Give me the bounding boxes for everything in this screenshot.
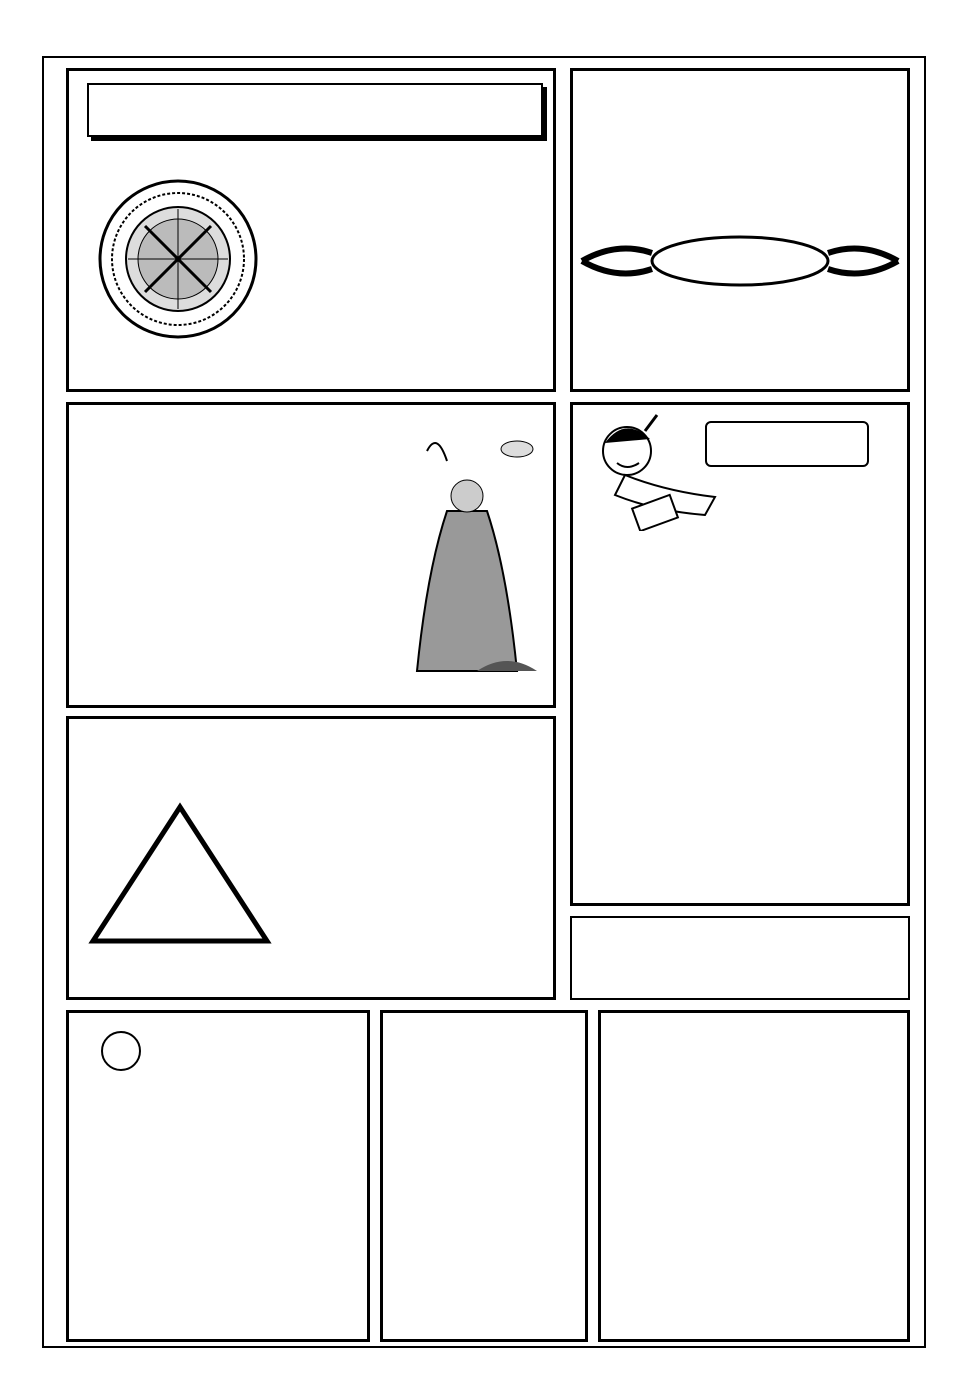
shensuan-panel bbox=[66, 716, 556, 1000]
humor-title bbox=[705, 421, 869, 467]
laurel-icon bbox=[577, 231, 903, 291]
poem-banner bbox=[577, 231, 903, 291]
triangle-icon bbox=[85, 799, 275, 949]
newspaper-title bbox=[390, 14, 590, 54]
special-number bbox=[101, 1031, 141, 1071]
special-panel bbox=[66, 1010, 370, 1342]
huang-columns bbox=[105, 475, 435, 695]
right-border-strip bbox=[924, 60, 954, 1340]
xuanji-panel bbox=[380, 1010, 588, 1342]
huang-panel bbox=[66, 402, 556, 708]
humor-panel bbox=[570, 402, 910, 906]
special-title bbox=[85, 1031, 141, 1071]
forecast-panel bbox=[570, 68, 910, 392]
guide-panel bbox=[66, 68, 556, 392]
deity-figure bbox=[407, 421, 547, 691]
compass-icon bbox=[83, 151, 273, 361]
compass-diagram bbox=[83, 151, 273, 361]
zeng-panel bbox=[598, 1010, 910, 1342]
left-border-strip bbox=[8, 60, 38, 1340]
notice-panel bbox=[570, 916, 910, 1000]
guide-title bbox=[87, 83, 543, 137]
zeng-columns bbox=[637, 1079, 873, 1329]
deity-icon bbox=[407, 421, 547, 691]
bottom-border-strip bbox=[20, 1346, 945, 1376]
guide-biography bbox=[279, 145, 543, 345]
triangle-diagram bbox=[85, 799, 275, 949]
